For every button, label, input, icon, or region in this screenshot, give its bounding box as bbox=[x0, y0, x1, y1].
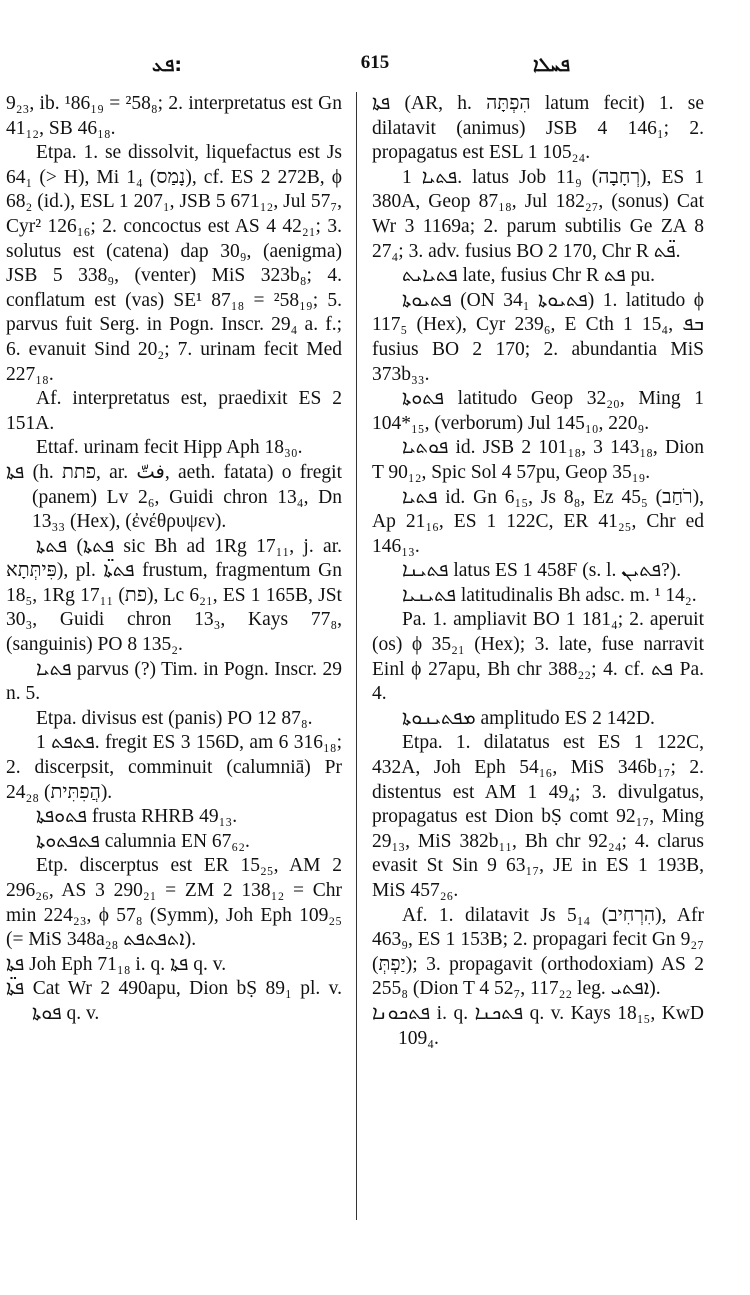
page-header bbox=[0, 52, 750, 82]
entry-headword: ܦܬ̈ܐ Cat Wr 2 490apu, Dion bṢ 89₁ pl. v. ܦܘܬܐ q. v. bbox=[6, 978, 342, 1024]
entry-etpa: Etpa. divisus est (panis) PO 12 87₈. bbox=[36, 707, 313, 729]
entry-etpa: Etpa. 1. dilatatus est ES 1 122C, 432A, Joh Eph 54₁₆, MiS 346b₁₇; 2. distentus est AM 1 49₄; 3. divulgatus, propagatus est Dion bṢ comt 92₁₇, Ming 29₁₃, MiS 382b₁₁, Bh chr 92₂₄; 4. clarus evasit St Sin 9 63₁₇, JE in ES 1 193B, MiS 457₂₆. bbox=[372, 732, 704, 901]
entry-headword: ܦܬܦܬܘܬܐ calumnia EN 67₆₂. bbox=[36, 830, 250, 852]
entry-headword: ܦܘܬܝܐ id. JSB 2 101₁₈, 3 143₁₈, Dion T 90₁₂, Spic Sol 4 57pu, Geop 35₁₉. bbox=[372, 437, 704, 483]
entry-headword: ܦܬܝܘܬܐ (ON 34₁ ܦܬܝܘܬܐ) 1. latitudo ϕ 117₅ (Hex), Cyr 239₆, E Cth 1 15₄, ܒܦ fusius BO 2 170; 2. abundantia MiS 373b₃₃. bbox=[372, 289, 704, 385]
entry-headword: ܦܬܐ Joh Eph 71₁₈ i. q. ܦܬܐ q. v. bbox=[6, 953, 227, 975]
entry-continuation: 9₂₃, ib. ¹86₁₉ = ²58₈; 2. interpretatus est Gn 41₁₂, SB 46₁₈. bbox=[6, 93, 342, 139]
entry-etpa: Etpa. 1. se dissolvit, liquefactus est Js 64₁ (> H), Mi 1₄ (נָמַס), cf. ES 2 272B, ϕ 68₂ (id.), ESL 1 207₁, JSB 5 671₁₂, Jul 57₇, Cyr² 126₁₆; 2. concoctus est AS 4 42₂₁; 3. solutus est (catena) dap 30₉, (aenigma) JSB 5 338₉, (venter) MiS 323b₈; 4. conflatum est (vas) SE¹ 87₁₈ = ²58₁₉; 5. parvus fuit Serg. in Pogn. Inscr. 29₄ a. f.; 6. evanuit Sind 20₂; 7. urinam fecit Med 227₁₈. bbox=[6, 142, 342, 385]
entry-headword: ܦܬܝܢܐ latus ES 1 458F (s. l. ܦܬܝܢ?). bbox=[402, 560, 682, 582]
entry-headword: ܦܬܐ (h. פתת, ar. فتّ, aeth. fatata) o fregit (panem) Lv 2₆, Guidi chron 13₄, Dn 13₃₃ (Hex), (ἐνέθρυψεν). bbox=[6, 461, 342, 533]
entry-headword: ܦܬܘܦܬܐ frusta RHRB 49₁₃. bbox=[36, 806, 238, 828]
entry-headword: ܦܬܬܐ (ܦܬܬܐ sic Bh ad 1Rg 17₁₁, j. ar. פִּיתְּתָא), pl. ܦܬܬ̈ܐ frustum, fragmentum Gn 18₅, 1Rg 17₁₁ (פת), Lc 6₂₁, ES 1 165B, JSt 30₃, Guidi chron 13₃, Kays 77₈, (sanguinis) PO 8 135₂. bbox=[6, 535, 343, 656]
entry-af: Af. 1. dilatavit Js 5₁₄ (הִרְחִיב), Afr 463₉, ES 1 153B; 2. propagari fecit Gn 9₂₇ (יַפְתְּ); 3. propagavit (orthodoxiam) AS 2 255₈ (Dion T 4 52₇, 117₂₂ leg. ܐܦܬܝ). bbox=[372, 904, 704, 1000]
entry-headword: ܦܬܝܐ id. Gn 6₁₅, Js 8₈, Ez 45₅ (רֹחַב), Ap 21₁₆, ES 1 122C, ER 41₂₅, Chr ed 146₁₃. bbox=[372, 486, 704, 557]
entry-pa: Pa. 1. ampliavit BO 1 181₄; 2. aperuit (os) ϕ 35₂₁ (Hex); 3. late, fuse narravit Einl ϕ 27apu, Bh chr 388₂₂; 4. cf. ܦܬ Pa. 4. bbox=[372, 609, 705, 705]
running-head-right: ܦܚܠܐ bbox=[532, 54, 570, 76]
left-column bbox=[6, 92, 342, 1027]
page-number: 615 bbox=[360, 52, 390, 73]
entry-headword: ܦܬܘܬܐ latitudo Geop 32₂₀, Ming 1 104*₁₅, (verborum) Jul 145₁₀, 220₉. bbox=[372, 388, 704, 434]
column-divider bbox=[356, 92, 357, 1220]
entry-headword: ܦܬܝܐ parvus (?) Tim. in Pogn. Inscr. 29 n. 5. bbox=[6, 658, 342, 705]
entry-headword: ܦܬܝܢܝܐ latitudinalis Bh adsc. m. ¹ 14₂. bbox=[402, 584, 697, 606]
entry-af: Af. interpretatus est, praedixit ES 2 151A. bbox=[6, 388, 342, 434]
entry-headword: ܡܦܬܝܢܘܬܐ amplitudo ES 2 142D. bbox=[402, 707, 655, 729]
entry-headword: ܦܬܟܘܢܐ i. q. ܦܬܟܢܐ q. v. Kays 18₁₅, KwD 109₄. bbox=[372, 1002, 704, 1049]
entry-headword: ܦܬܦܬ 1. fregit ES 3 156D, am 6 316₁₈; 2. discerpsit, comminuit (calumniā) Pr 24₂₈ (הֲפִתִּית). bbox=[6, 732, 342, 803]
entry-headword: ܦܬܝܐ 1. latus Job 11₉ (רְחָבָה), ES 1 380A, Geop 87₁₈, Jul 182₂₇, (sonus) Cat Wr 3 1169a; 2. parum subtilis Ge ZA 8 27₄; 3. adv. fusius BO 2 170, Chr R ܦ̈ܬ. bbox=[372, 166, 704, 262]
entry-headword: ܦܬܐ (AR, h. הִפְתָּה latum fecit) 1. se dilatavit (animus) JSB 4 146₁; 2. propagatus est ESL 1 105₂₄. bbox=[372, 93, 704, 164]
entry-ettaf: Ettaf. urinam fecit Hipp Aph 18₃₀. bbox=[36, 437, 303, 459]
right-column bbox=[372, 92, 704, 1051]
entry-etp: Etp. discerptus est ER 15₂₅, AM 2 296₂₆, AS 3 290₂₁ = ZM 2 138₁₂ = Chr min 224₂₃, ϕ 57₈ (Symm), Joh Eph 109₂₅ (= MiS 348a₂₈ ܐܬܦܬܦܬ). bbox=[6, 855, 342, 951]
running-head-left: ܦܥ: bbox=[152, 54, 182, 76]
entry-headword: ܦܬܝܐܝܬ late, fusius Chr R ܦܬ pu. bbox=[402, 265, 655, 287]
